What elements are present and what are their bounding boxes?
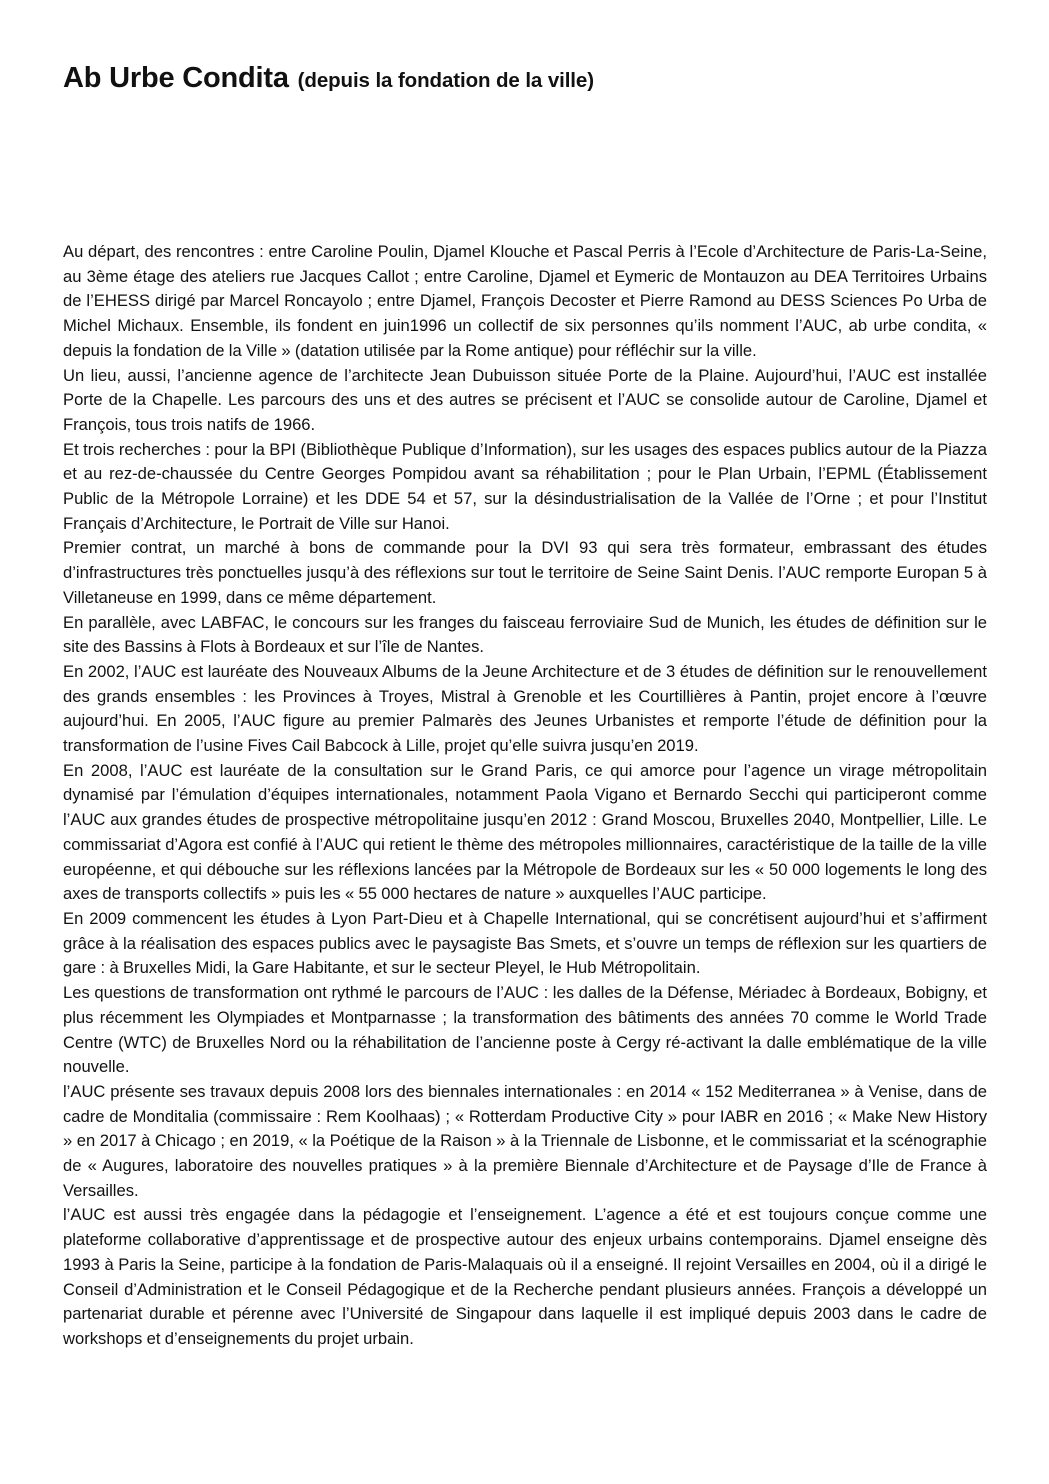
paragraph-origins: Au départ, des rencontres : entre Caroline Poulin, Djamel Klouche et Pascal Perris à l’Ecole d’Architecture de Paris-La-Seine, au 3ème étage des ateliers rue Jacques Callot ; entre Caroline, Djamel et Eymeric de Montauzon au DEA Territoires Urbains de l’EHESS dirigé par Marcel Roncayolo ; entre Djamel, François Decoster et Pierre Ramond au DESS Sciences Po Urba de Michel Michaux. Ensemble, ils fondent en juin1996 un collectif de six personnes qu’ils nomment l’AUC, ab urbe condita, « depuis la fondation de la Ville » (datation utilisée par la Rome antique) pour réfléchir sur la ville. [63, 242, 987, 360]
title-subtitle: (depuis la fondation de la ville) [297, 69, 594, 92]
paragraph-2009: En 2009 commencent les études à Lyon Part-Dieu et à Chapelle International, qui se concrétisent aujourd’hui et s’affirment grâce à la réalisation des espaces publics avec le paysagiste Bas Smets, et s’ouvre un temps de réflexion sur les quartiers de gare : à Bruxelles Midi, la Gare Habitante, et sur le secteur Pleyel, le Hub Métropolitain. [63, 908, 987, 978]
page-title [63, 56, 594, 101]
paragraph-research: Et trois recherches : pour la BPI (Bibliothèque Publique d’Information), sur les usages des espaces publics autour de la Piazza et au rez-de-chaussée du Centre Georges Pompidou avant sa réhabilitation ; pour le Plan Urbain, l’EPML (Établissement Public de la Métropole Lorraine) et les DDE 54 et 57, sur la désindustrialisation de la Vallée de l’Orne ; et pour l’Institut Français d’Architecture, le Portrait de Ville sur Hanoi. [63, 439, 987, 533]
title-main: Ab Urbe Condita [63, 62, 289, 94]
paragraph-biennales: l’AUC présente ses travaux depuis 2008 lors des biennales internationales : en 2014 « 152 Mediterranea » à Venise, dans de cadre de Monditalia (commissaire : Rem Koolhaas) ; « Rotterdam Productive City » pour IABR en 2016 ; « Make New History » en 2017 à Chicago ; en 2019, « la Poétique de la Raison » à la Triennale de Lisbonne, et le commissariat et la scénographie de « Augures, laboratoire des nouvelles pratiques » à la première Biennale d’Architecture et de Paysage d’Ile de France à Versailles. [63, 1081, 987, 1200]
paragraph-first-contract: Premier contrat, un marché à bons de commande pour la DVI 93 qui sera très formateur, embrassant des études d’infrastructures très ponctuelles jusqu’à des réflexions sur tout le territoire de Seine Saint Denis. l’AUC remporte Europan 5 à Villetaneuse en 1999, dans ce même département. [63, 538, 987, 607]
paragraph-2008: En 2008, l’AUC est lauréate de la consultation sur le Grand Paris, ce qui amorce pour l’agence un virage métropolitain dynamisé par l’émulation d’équipes internationales, notamment Paola Vigano et Bernardo Secchi qui participeront comme l’AUC aux grandes études de prospective métropolitaine jusqu’en 2012 : Grand Moscou, Bruxelles 2040, Montpellier, Lille. Le commissariat d’Agora est confié à l’AUC qui retient le thème des métropoles millionnaires, caractéristique de la taille de la ville européenne, et qui débouche sur les réflexions lancées par la Métropole de Bordeaux sur les « 50 000 logements le long des axes de transports collectifs » puis les « 55 000 hectares de nature » auxquelles l’AUC participe. [63, 760, 987, 904]
paragraph-2002: En 2002, l’AUC est lauréate des Nouveaux Albums de la Jeune Architecture et de 3 études de définition sur le renouvellement des grands ensembles : les Provinces à Troyes, Mistral à Grenoble et les Courtillières à Pantin, projet encore à l’œuvre aujourd’hui. En 2005, l’AUC figure au premier Palmarès des Jeunes Urbanistes et remporte l’étude de définition pour la transformation de l’usine Fives Cail Babcock à Lille, projet qu’elle suivra jusqu’en 2019. [63, 661, 987, 756]
paragraph-teaching: l’AUC est aussi très engagée dans la pédagogie et l’enseignement. L’agence a été et est toujours conçue comme une plateforme collaborative d’apprentissage et de prospective autour des enjeux urbains contemporains. Djamel enseigne dès 1993 à Paris la Seine, participe à la fondation de Paris-Malaquais où il a enseigné. Il rejoint Versailles en 2004, où il a dirigé le Conseil d’Administration et le Conseil Pédagogique et de la Recherche pendant plusieurs années. François a développé un partenariat durable et pérenne avec l’Université de Singapour dans laquelle il est impliqué depuis 2003 dans le cadre de workshops et d’enseignements du projet urbain. [63, 1205, 987, 1348]
document-page [63, 0, 987, 1484]
body-text [63, 240, 987, 1352]
paragraph-transformation: Les questions de transformation ont rythmé le parcours de l’AUC : les dalles de la Défense, Mériadec à Bordeaux, Bobigny, et plus récemment les Olympiades et Montparnasse ; la transformation des bâtiments des années 70 comme le World Trade Centre (WTC) de Bruxelles Nord ou la réhabilitation de l’ancienne poste à Cergy ré-activant la dalle emblématique de la ville nouvelle. [63, 983, 987, 1077]
paragraph-labfac: En parallèle, avec LABFAC, le concours sur les franges du faisceau ferroviaire Sud de Munich, les études de définition sur le site des Bassins à Flots à Bordeaux et sur l’île de Nantes. [63, 612, 987, 657]
paragraph-location: Un lieu, aussi, l’ancienne agence de l’architecte Jean Dubuisson située Porte de la Plaine. Aujourd’hui, l’AUC est installée Porte de la Chapelle. Les parcours des uns et des autres se précisent et l’AUC se consolide autour de Caroline, Djamel et François, tous trois natifs de 1966. [63, 365, 987, 434]
